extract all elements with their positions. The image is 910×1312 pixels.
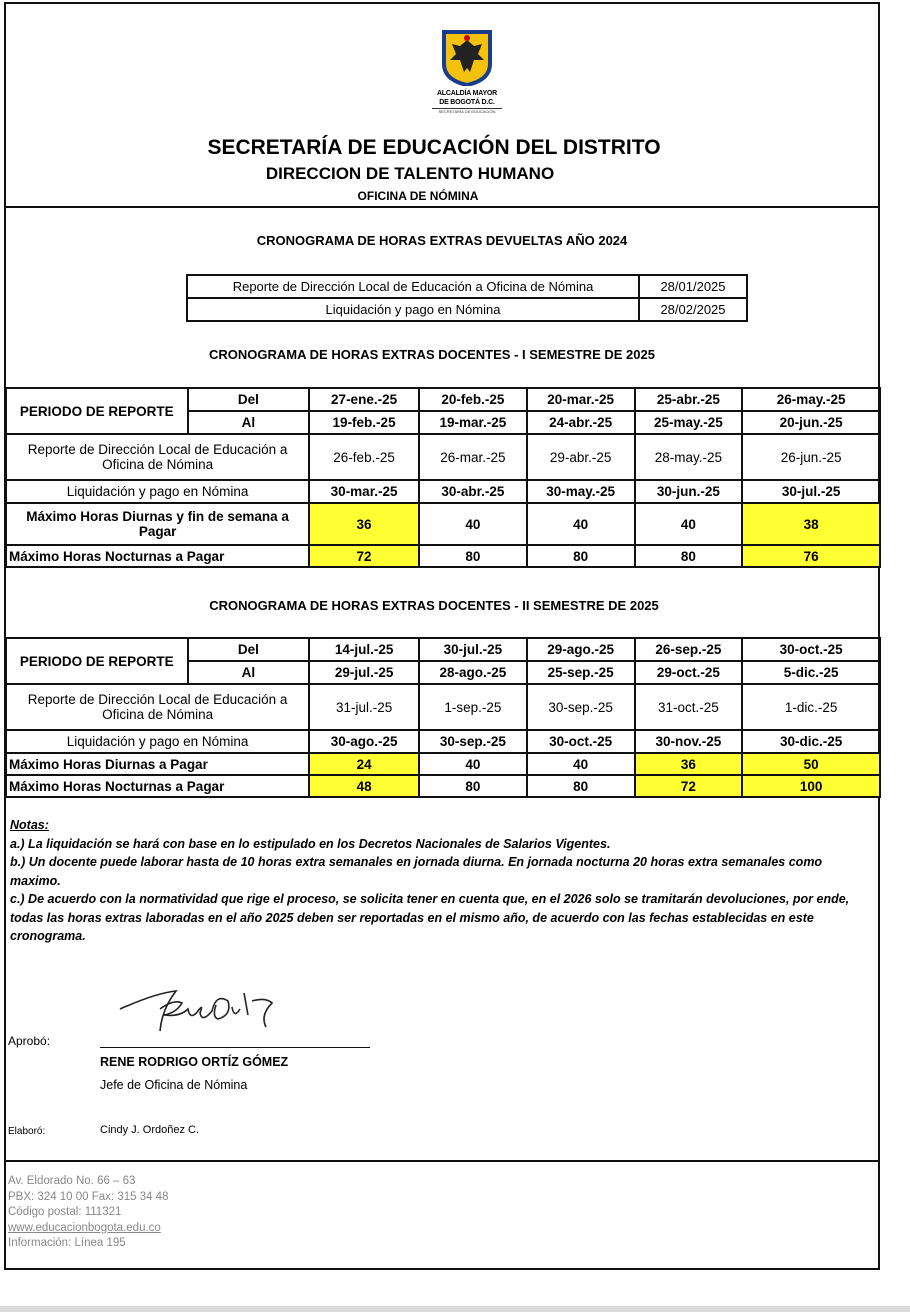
nocturnas-label: Máximo Horas Nocturnas a Pagar xyxy=(6,545,309,567)
nocturnas-cell: 100 xyxy=(742,775,880,797)
nocturnas-cell: 80 xyxy=(419,775,527,797)
table-row xyxy=(187,275,747,298)
reporte-cell: 31-oct.-25 xyxy=(635,684,743,730)
elaboro-name: Cindy J. Ordoñez C. xyxy=(100,1124,200,1136)
reporte-cell: 26-feb.-25 xyxy=(309,434,419,480)
table-semester1 xyxy=(5,387,881,568)
reporte-label: Reporte de Dirección Local de Educación a Oficina de Nómina xyxy=(6,684,309,730)
al-cell: 20-jun.-25 xyxy=(742,411,880,434)
reporte-cell: 1-dic.-25 xyxy=(742,684,880,730)
notes-title: Notas: xyxy=(10,818,49,832)
liquidacion-cell: 30-oct.-25 xyxy=(527,730,635,753)
document-header xyxy=(6,4,878,208)
footer-postal: Código postal: 111321 xyxy=(8,1206,122,1218)
del-cell: 27-ene.-25 xyxy=(309,388,419,411)
del-cell: 25-abr.-25 xyxy=(635,388,743,411)
reporte-cell: 1-sep.-25 xyxy=(419,684,527,730)
handwritten-signature xyxy=(116,979,286,1045)
diurnas-cell: 40 xyxy=(635,503,743,545)
table-row xyxy=(6,480,880,503)
liquidacion-cell: 30-nov.-25 xyxy=(635,730,743,753)
alcaldia-logo xyxy=(422,30,512,115)
al-cell: 29-jul.-25 xyxy=(309,661,419,684)
diurnas-cell: 40 xyxy=(419,503,527,545)
del-cell: 26-sep.-25 xyxy=(635,638,743,661)
nocturnas-cell: 80 xyxy=(419,545,527,567)
note-c: c.) De acuerdo con la normatividad que rige el proceso, se solicita tener en cuenta que, en el 2026 solo se tramitarán devoluciones, por ende, todas las horas extras laboradas en el año 2025 deben ser reportadas en el mismo año, de acuerdo con las fechas establecidas en este cronograma. xyxy=(10,892,850,943)
reporte-label: Reporte de Dirección Local de Educación a Oficina de Nómina xyxy=(6,434,309,480)
reporte-cell: 26-jun.-25 xyxy=(742,434,880,480)
footer-info: Información: Línea 195 xyxy=(8,1237,126,1249)
al-label: Al xyxy=(188,661,310,684)
logo-line-3: SECRETARÍA DE EDUCACIÓN xyxy=(432,108,502,115)
page-title: SECRETARÍA DE EDUCACIÓN DEL DISTRITO xyxy=(207,136,661,159)
nocturnas-cell: 76 xyxy=(742,545,880,567)
row-label: Reporte de Dirección Local de Educación a Oficina de Nómina xyxy=(187,275,639,298)
signer-role: Jefe de Oficina de Nómina xyxy=(100,1078,248,1092)
footer-divider xyxy=(6,1160,878,1162)
nocturnas-cell: 80 xyxy=(527,545,635,567)
al-cell: 24-abr.-25 xyxy=(527,411,635,434)
table-semester2 xyxy=(5,637,881,798)
liquidacion-cell: 30-sep.-25 xyxy=(419,730,527,753)
del-cell: 30-oct.-25 xyxy=(742,638,880,661)
logo-line-1: ALCALDÍA MAYOR xyxy=(436,90,498,97)
liquidacion-cell: 30-abr.-25 xyxy=(419,480,527,503)
diurnas-cell: 24 xyxy=(309,753,419,775)
diurnas-label: Máximo Horas Diurnas y fin de semana a Pagar xyxy=(6,503,309,545)
reporte-cell: 29-abr.-25 xyxy=(527,434,635,480)
al-cell: 19-feb.-25 xyxy=(309,411,419,434)
row-date: 28/02/2025 xyxy=(639,298,747,321)
al-cell: 25-sep.-25 xyxy=(527,661,635,684)
signature-line xyxy=(100,1047,370,1048)
al-cell: 25-may.-25 xyxy=(635,411,743,434)
del-cell: 29-ago.-25 xyxy=(527,638,635,661)
liquidacion-cell: 30-may.-25 xyxy=(527,480,635,503)
note-b: b.) Un docente puede laborar hasta de 10 horas extra semanales en jornada diurna. En jornada nocturna 20 horas extra semanales como maximo. xyxy=(10,855,823,888)
liquidacion-cell: 30-dic.-25 xyxy=(742,730,880,753)
table-2024 xyxy=(186,274,748,322)
nocturnas-cell: 48 xyxy=(309,775,419,797)
periodo-label: PERIODO DE REPORTE xyxy=(6,388,188,434)
footer xyxy=(8,1174,168,1252)
diurnas-cell: 40 xyxy=(419,753,527,775)
bottom-bar xyxy=(0,1306,910,1312)
diurnas-cell: 50 xyxy=(742,753,880,775)
table-row xyxy=(6,753,880,775)
table-row xyxy=(6,388,880,411)
al-cell: 19-mar.-25 xyxy=(419,411,527,434)
table-row xyxy=(6,775,880,797)
table-row xyxy=(6,545,880,567)
reporte-cell: 28-may.-25 xyxy=(635,434,743,480)
office-title: OFICINA DE NÓMINA xyxy=(357,189,479,203)
table-row xyxy=(6,503,880,545)
nocturnas-cell: 72 xyxy=(635,775,743,797)
semester2-title: CRONOGRAMA DE HORAS EXTRAS DOCENTES - II SEMESTRE DE 2025 xyxy=(209,598,659,613)
footer-phone: PBX: 324 10 00 Fax: 315 34 48 xyxy=(8,1190,169,1203)
al-cell: 28-ago.-25 xyxy=(419,661,527,684)
del-cell: 14-jul.-25 xyxy=(309,638,419,661)
reporte-cell: 30-sep.-25 xyxy=(527,684,635,730)
nocturnas-cell: 72 xyxy=(309,545,419,567)
reporte-cell: 26-mar.-25 xyxy=(419,434,527,480)
del-label: Del xyxy=(188,388,310,411)
nocturnas-cell: 80 xyxy=(527,775,635,797)
diurnas-label: Máximo Horas Diurnas a Pagar xyxy=(6,753,309,775)
document-page xyxy=(4,2,880,1270)
periodo-label: PERIODO DE REPORTE xyxy=(6,638,188,684)
aprobo-label: Aprobó: xyxy=(8,1034,51,1048)
reporte-cell: 31-jul.-25 xyxy=(309,684,419,730)
bogota-shield-icon xyxy=(442,30,492,86)
diurnas-cell: 38 xyxy=(742,503,880,545)
row-label: Liquidación y pago en Nómina xyxy=(187,298,639,321)
del-cell: 26-may.-25 xyxy=(742,388,880,411)
table-row xyxy=(6,434,880,480)
liquidacion-cell: 30-ago.-25 xyxy=(309,730,419,753)
semester1-title: CRONOGRAMA DE HORAS EXTRAS DOCENTES - I SEMESTRE DE 2025 xyxy=(209,347,655,362)
table-row xyxy=(6,638,880,661)
footer-web-link[interactable]: www.educacionbogota.edu.co xyxy=(8,1221,161,1234)
al-label: Al xyxy=(188,411,310,434)
liquidacion-label: Liquidación y pago en Nómina xyxy=(6,730,309,753)
elaboro-label: Elaboró: xyxy=(8,1126,46,1137)
liquidacion-cell: 30-mar.-25 xyxy=(309,480,419,503)
del-label: Del xyxy=(188,638,310,661)
liquidacion-label: Liquidación y pago en Nómina xyxy=(6,480,309,503)
nocturnas-label: Máximo Horas Nocturnas a Pagar xyxy=(6,775,309,797)
footer-address: Av. Eldorado No. 66 – 63 xyxy=(8,1175,136,1187)
table-row xyxy=(187,298,747,321)
diurnas-cell: 36 xyxy=(309,503,419,545)
del-cell: 20-feb.-25 xyxy=(419,388,527,411)
page-subtitle: DIRECCION DE TALENTO HUMANO xyxy=(265,164,555,183)
nocturnas-cell: 80 xyxy=(635,545,743,567)
table-row xyxy=(6,684,880,730)
al-cell: 5-dic.-25 xyxy=(742,661,880,684)
row-date: 28/01/2025 xyxy=(639,275,747,298)
liquidacion-cell: 30-jul.-25 xyxy=(742,480,880,503)
diurnas-cell: 36 xyxy=(635,753,743,775)
al-cell: 29-oct.-25 xyxy=(635,661,743,684)
signer-name: RENE RODRIGO ORTÍZ GÓMEZ xyxy=(100,1055,289,1069)
note-a: a.) La liquidación se hará con base en lo estipulado en los Decretos Nacionales de Salarios Vigentes. xyxy=(10,836,611,851)
notes-section xyxy=(10,816,876,946)
del-cell: 20-mar.-25 xyxy=(527,388,635,411)
diurnas-cell: 40 xyxy=(527,503,635,545)
del-cell: 30-jul.-25 xyxy=(419,638,527,661)
diurnas-cell: 40 xyxy=(527,753,635,775)
section-2024-title: CRONOGRAMA DE HORAS EXTRAS DEVUELTAS AÑO 2024 xyxy=(256,233,628,248)
table-row xyxy=(6,730,880,753)
liquidacion-cell: 30-jun.-25 xyxy=(635,480,743,503)
logo-line-2: DE BOGOTÁ D.C. xyxy=(439,99,495,106)
